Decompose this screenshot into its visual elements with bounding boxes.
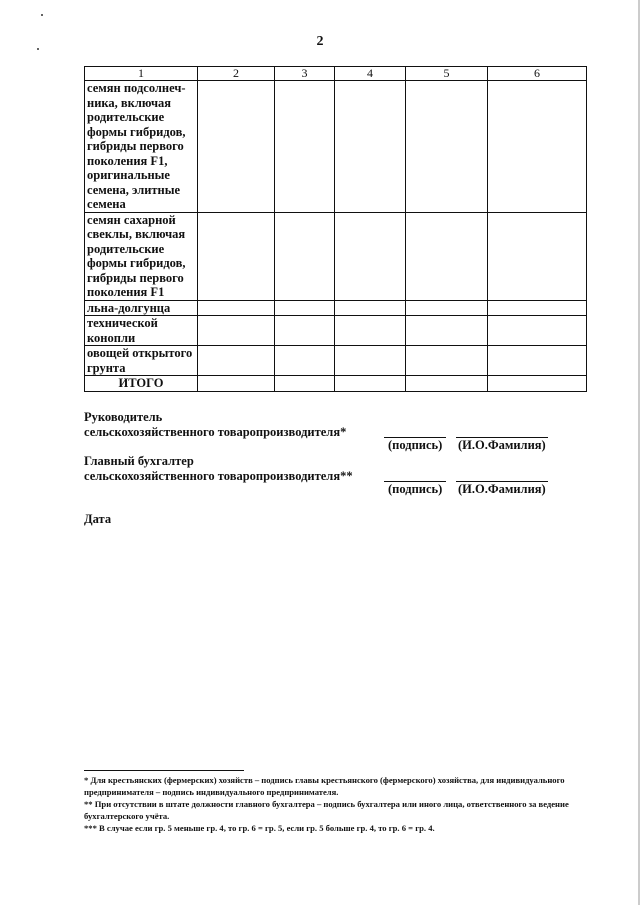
table-cell[interactable] <box>198 300 275 316</box>
table-cell[interactable] <box>406 81 488 213</box>
table-cell[interactable] <box>198 346 275 376</box>
scan-speck <box>41 14 43 16</box>
table-row <box>85 346 587 376</box>
table-cell[interactable] <box>335 316 406 346</box>
date-label: Дата <box>84 512 112 526</box>
footnotes <box>84 774 592 834</box>
table-cell[interactable] <box>488 346 587 376</box>
table-cell[interactable] <box>275 316 335 346</box>
table-cell[interactable] <box>406 376 488 392</box>
table-header-row <box>85 67 587 81</box>
table-cell[interactable] <box>275 376 335 392</box>
row-label-vegetables: овощей открытого грунта <box>85 346 198 376</box>
footnote-2: ** При отсутствии в штате должности главного бухгалтера – подпись бухгалтера или иного лица, ответственного за ведение бухгалтерского учёта. <box>84 799 569 821</box>
table-cell[interactable] <box>335 212 406 300</box>
table-cell[interactable] <box>198 212 275 300</box>
column-header: 5 <box>406 67 488 81</box>
table-row <box>85 212 587 300</box>
table-total-row <box>85 376 587 392</box>
table-cell[interactable] <box>335 376 406 392</box>
table-cell[interactable] <box>198 316 275 346</box>
table-row <box>85 81 587 213</box>
footnote-rule <box>84 770 244 771</box>
table-cell[interactable] <box>335 81 406 213</box>
table-cell[interactable] <box>335 346 406 376</box>
head-title-line2: сельскохозяйственного товаропроизводителя* <box>84 425 347 439</box>
accountant-name-hint: (И.О.Фамилия) <box>458 482 546 496</box>
table-cell[interactable] <box>275 212 335 300</box>
accountant-sign-hint: (подпись) <box>388 482 443 496</box>
column-header: 4 <box>335 67 406 81</box>
row-label-sugar-beet: семян сахарной свеклы, включая родительские формы гибридов, гибриды первого поколения F1 <box>85 212 198 300</box>
accountant-title-line1: Главный бухгалтер <box>84 454 194 468</box>
row-label-sunflower: семян подсолнеч- ника, включая родительские формы гибридов, гибриды первого поколения F1, оригинальные семена, элитные семена <box>85 81 198 213</box>
table-cell[interactable] <box>488 316 587 346</box>
table-cell[interactable] <box>406 300 488 316</box>
table-cell[interactable] <box>406 212 488 300</box>
column-header: 3 <box>275 67 335 81</box>
table-cell[interactable] <box>406 346 488 376</box>
table-cell[interactable] <box>406 316 488 346</box>
page-number: 2 <box>316 34 324 49</box>
accountant-title <box>84 454 353 484</box>
footnote-3: *** В случае если гр. 5 меньше гр. 4, то гр. 6 = гр. 5, если гр. 5 больше гр. 4, то гр. 6 = гр. 4. <box>84 823 435 833</box>
table-cell[interactable] <box>275 81 335 213</box>
footnote-1: * Для крестьянских (фермерских) хозяйств – подпись главы крестьянского (фермерского) хозяйства, для индивидуального предпринимателя – подпись индивидуального предпринимателя. <box>84 775 565 797</box>
column-header: 2 <box>198 67 275 81</box>
table-cell[interactable] <box>335 300 406 316</box>
row-label-hemp: технической конопли <box>85 316 198 346</box>
table-cell[interactable] <box>275 300 335 316</box>
head-sign-hint: (подпись) <box>388 438 443 452</box>
total-label: ИТОГО <box>85 376 198 392</box>
table-row <box>85 300 587 316</box>
table-cell[interactable] <box>488 212 587 300</box>
accountant-title-line2: сельскохозяйственного товаропроизводителя** <box>84 469 353 483</box>
table-cell[interactable] <box>198 81 275 213</box>
head-title <box>84 410 346 440</box>
table-cell[interactable] <box>488 300 587 316</box>
table-row <box>85 316 587 346</box>
head-title-line1: Руководитель <box>84 410 163 424</box>
row-label-flax: льна-долгунца <box>85 300 198 316</box>
table-cell[interactable] <box>488 376 587 392</box>
table-cell[interactable] <box>198 376 275 392</box>
seed-table <box>84 66 587 392</box>
column-header: 6 <box>488 67 587 81</box>
table-cell[interactable] <box>275 346 335 376</box>
table-cell[interactable] <box>488 81 587 213</box>
head-name-hint: (И.О.Фамилия) <box>458 438 546 452</box>
column-header: 1 <box>85 67 198 81</box>
